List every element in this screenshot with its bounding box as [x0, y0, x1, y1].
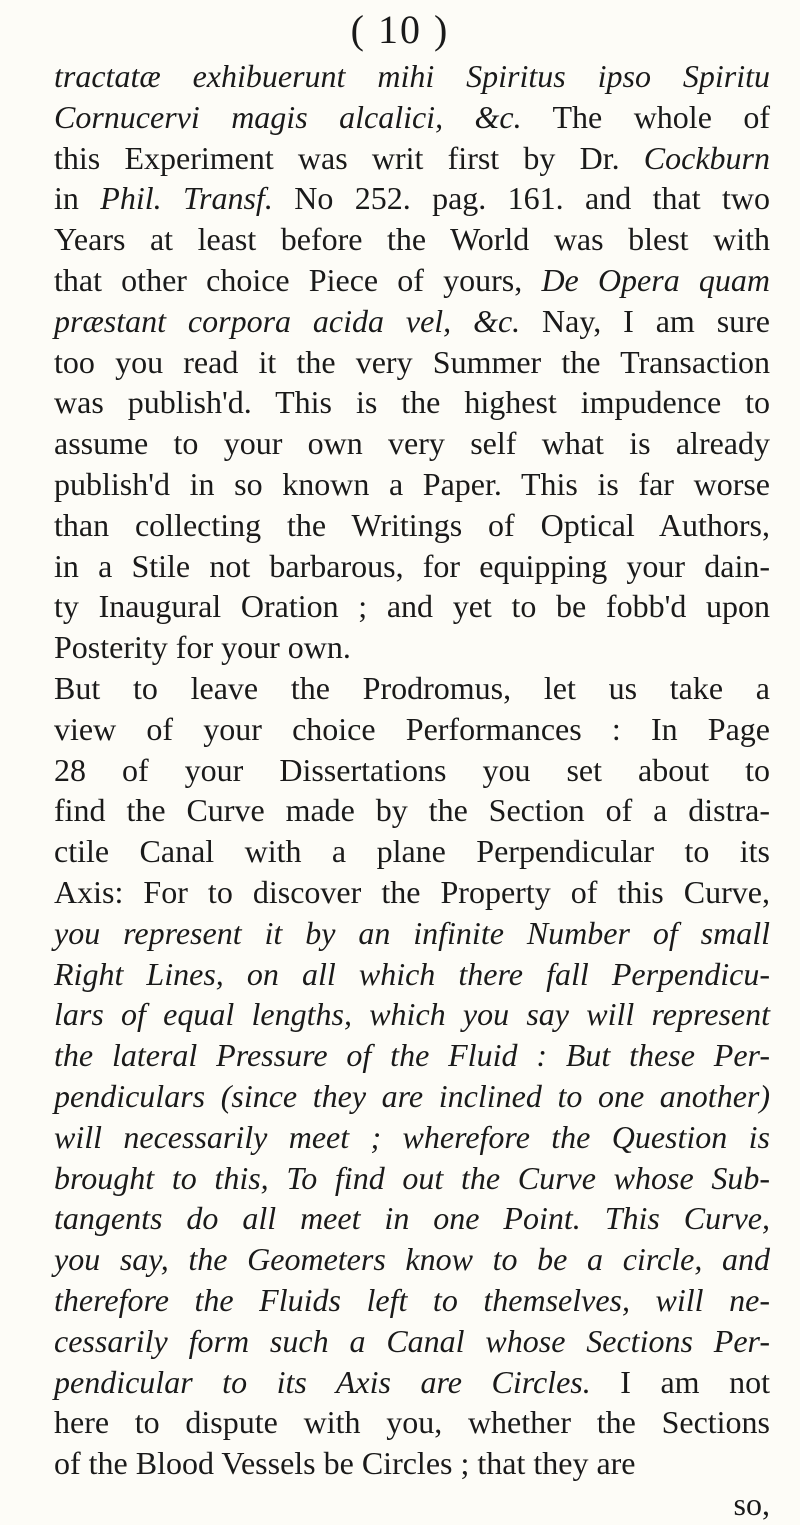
- text-line: [54, 464, 770, 505]
- roman-text: of the Blood Vessels be Circles ; that they are: [54, 1445, 636, 1482]
- italic-text: will necessarily meet ; wherefore the Question is: [54, 1118, 770, 1155]
- text-line: [54, 219, 770, 260]
- roman-text: I am not: [590, 1363, 771, 1400]
- roman-text: find the Curve made by the Section of a distra-: [54, 792, 770, 829]
- roman-text: in a Stile not barbarous, for equipping your dain-: [54, 547, 770, 584]
- roman-text: in: [54, 180, 101, 217]
- text-line: [54, 301, 770, 342]
- text-line: [54, 1402, 770, 1443]
- text-line: [54, 790, 770, 831]
- roman-text: 28 of your Dissertations you set about to: [54, 751, 770, 788]
- roman-text: Axis: For to discover the Property of this Curve,: [54, 873, 770, 910]
- text-line: [54, 1280, 770, 1321]
- page-number: ( 10 ): [350, 7, 450, 52]
- text-line: [54, 1035, 770, 1076]
- roman-text: too you read it the very Summer the Transaction: [54, 343, 770, 380]
- italic-text: &c.: [474, 98, 522, 135]
- italic-text: Cornucervi magis alcalici,: [54, 98, 475, 135]
- roman-text: Years at least before the World was blest with: [54, 221, 770, 258]
- text-line: [54, 1484, 770, 1525]
- roman-text: that other choice Piece of yours,: [54, 261, 542, 298]
- text-line: [54, 138, 770, 179]
- text-line: [54, 505, 770, 546]
- text-line: [54, 1321, 770, 1362]
- text-line: [54, 668, 770, 709]
- italic-text: lars of equal lengths, which you say will represent: [54, 996, 770, 1033]
- text-line: [54, 423, 770, 464]
- italic-text: brought to this, To find out the Curve whose Sub-: [54, 1159, 770, 1196]
- text-line: [54, 1239, 770, 1280]
- roman-text: assume to your own very self what is already: [54, 425, 770, 462]
- text-line: [54, 178, 770, 219]
- italic-text: you say, the Geometers know to be a circle, and: [54, 1241, 770, 1278]
- text-line: [54, 1117, 770, 1158]
- text-line: [54, 954, 770, 995]
- text-line: [54, 382, 770, 423]
- text-line: [54, 1362, 770, 1403]
- text-line: [54, 546, 770, 587]
- italic-text: the lateral Pressure of the Fluid : But these Per-: [54, 1037, 770, 1074]
- roman-text: ctile Canal with a plane Perpendicular to its: [54, 833, 770, 870]
- italic-text: therefore the Fluids left to themselves, will ne-: [54, 1281, 770, 1318]
- roman-text: ty Inaugural Oration ; and yet to be fobb'd upon: [54, 588, 770, 625]
- italic-text: tractatæ exhibuerunt mihi Spiritus ipso Spiritu: [54, 58, 770, 94]
- roman-text: this Experiment was writ first by Dr.: [54, 139, 644, 176]
- roman-text: Nay, I am sure: [520, 302, 771, 339]
- italic-text: pendiculars (since they are inclined to one another): [54, 1077, 770, 1114]
- italic-text: præstant corpora acida vel, &c.: [54, 302, 521, 339]
- text-line: [54, 586, 770, 627]
- roman-text: publish'd in so known a Paper. This is far worse: [54, 465, 770, 502]
- text-line: [54, 56, 770, 97]
- text-line: [54, 1076, 770, 1117]
- roman-text: No 252. pag. 161. and that two: [272, 180, 771, 217]
- roman-text: view of your choice Performances : In Page: [54, 710, 770, 747]
- roman-text: so,: [733, 1485, 770, 1522]
- italic-text: Right Lines, on all which there fall Perpendicu-: [54, 955, 770, 992]
- roman-text: But to leave the Prodromus, let us take a: [54, 669, 770, 706]
- text-line: [54, 1198, 770, 1239]
- roman-text: The whole of: [521, 98, 771, 135]
- text-line: [54, 1158, 770, 1199]
- text-line: [54, 97, 770, 138]
- text-line: [54, 994, 770, 1035]
- italic-text: Phil. Transf.: [100, 180, 273, 217]
- italic-text: you represent it by an infinite Number of small: [54, 914, 770, 951]
- italic-text: De Opera quam: [541, 261, 771, 298]
- italic-text: cessarily form such a Canal whose Sections Per-: [54, 1322, 770, 1359]
- italic-text: pendicular to its Axis are Circles.: [54, 1363, 591, 1400]
- italic-text: tangents do all meet in one Point. This Curve,: [54, 1200, 770, 1237]
- roman-text: was publish'd. This is the highest impudence to: [54, 384, 770, 421]
- body-text: [54, 56, 770, 1525]
- roman-text: than collecting the Writings of Optical Authors,: [54, 506, 770, 543]
- text-line: [54, 872, 770, 913]
- roman-text: Posterity for your own.: [54, 629, 351, 666]
- text-line: [54, 831, 770, 872]
- italic-text: Cockburn: [643, 139, 770, 176]
- text-line: [54, 1443, 770, 1484]
- text-line: [54, 750, 770, 791]
- text-line: [54, 709, 770, 750]
- text-line: [54, 627, 770, 668]
- roman-text: here to dispute with you, whether the Sections: [54, 1404, 770, 1441]
- text-line: [54, 260, 770, 301]
- text-line: [54, 913, 770, 954]
- text-line: [54, 342, 770, 383]
